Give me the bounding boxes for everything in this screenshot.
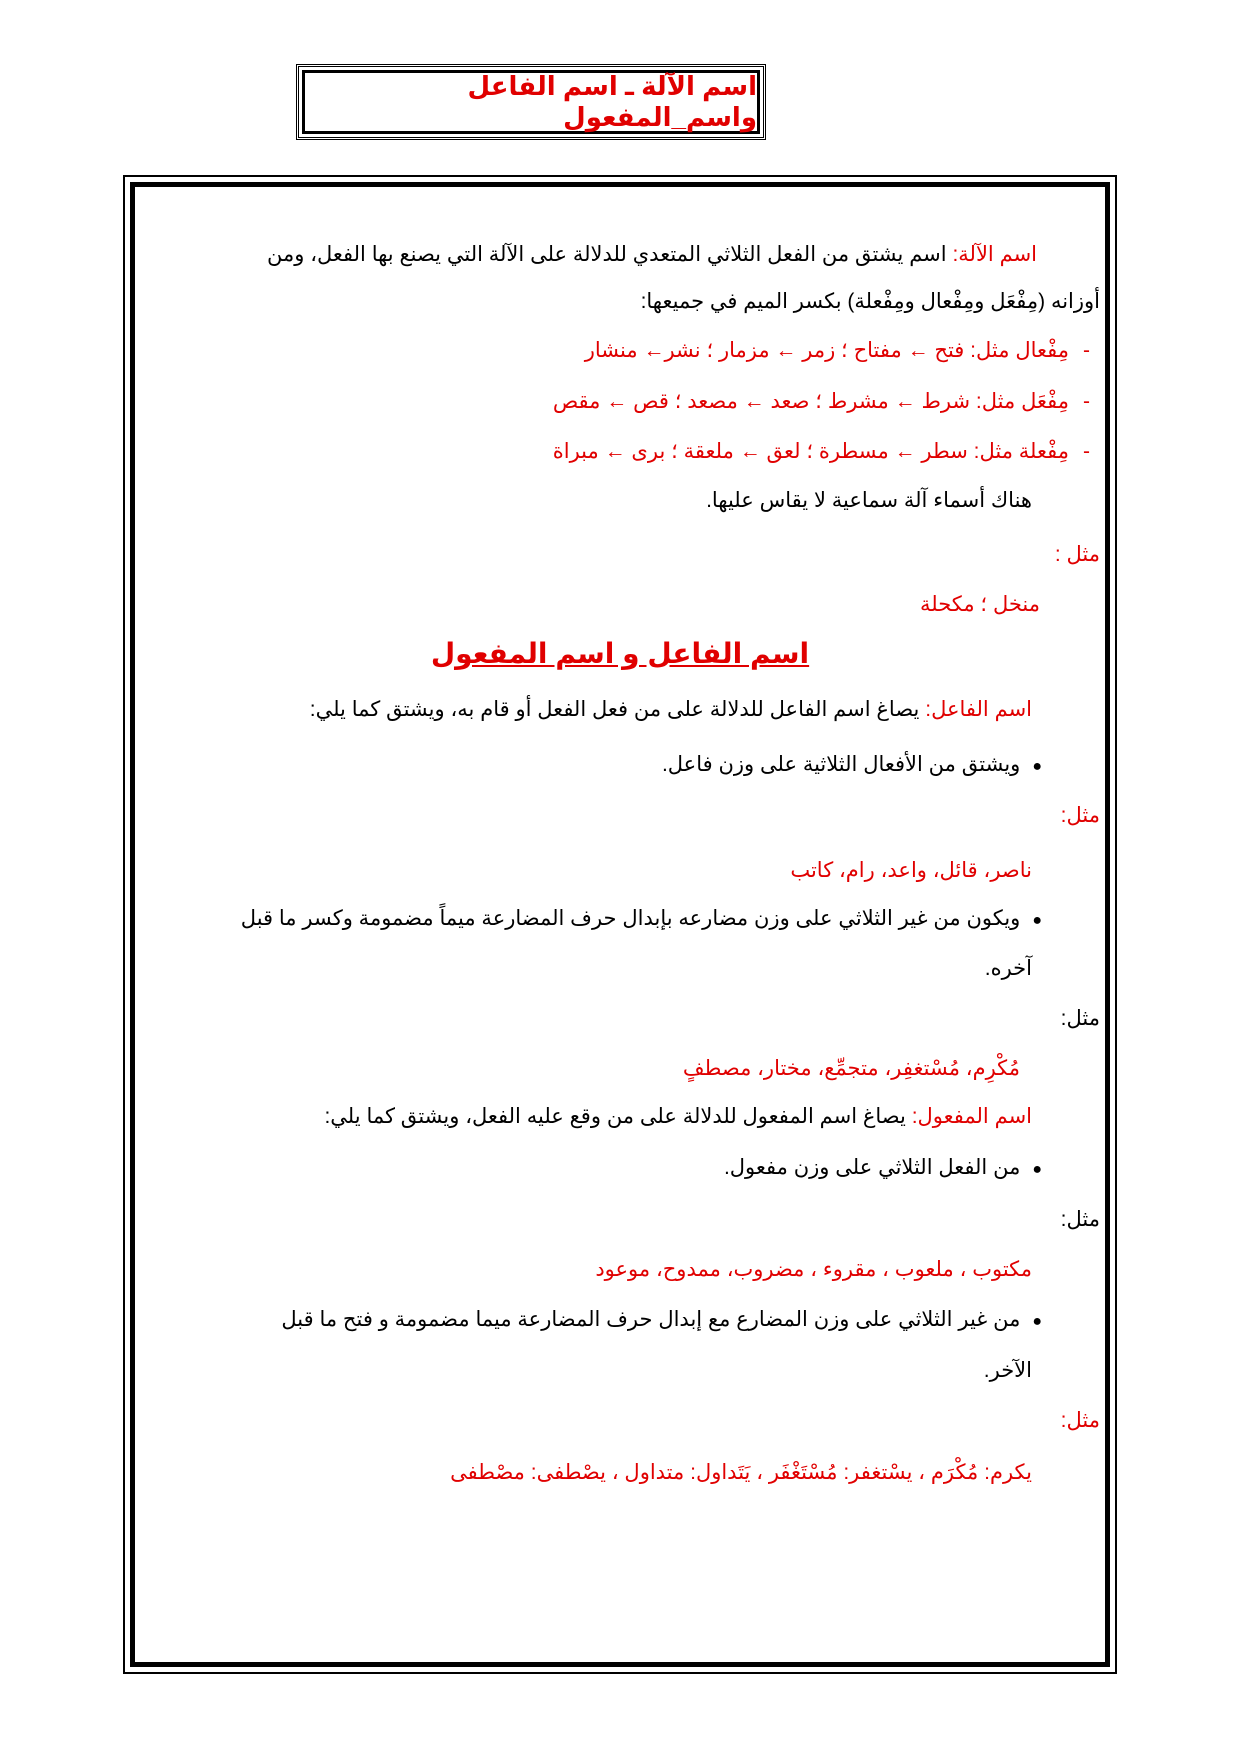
agent-bullet-1 bbox=[662, 750, 1042, 782]
bullet-marker: ● bbox=[1032, 912, 1042, 929]
bullet-text: ويكون من غير الثلاثي على وزن مضارعه بإبدال حرف المضارعة ميماً مضمومة وكسر ما قبل bbox=[240, 907, 1021, 930]
agent-label: اسم الفاعل: bbox=[925, 698, 1032, 721]
dash-marker: - bbox=[1083, 440, 1090, 463]
example-label: مثل : bbox=[1054, 543, 1100, 566]
section-title: اسم الفاعل و اسم المفعول bbox=[430, 638, 810, 669]
pattern-row bbox=[553, 387, 1090, 417]
pattern-row bbox=[553, 437, 1090, 467]
pattern-label: مِفْعلة مثل: bbox=[973, 440, 1069, 463]
patient-def: يصاغ اسم المفعول للدلالة على من وقع عليه الفعل، ويشتق كما يلي: bbox=[324, 1105, 912, 1128]
dash-marker: - bbox=[1083, 339, 1090, 362]
bullet-marker: ● bbox=[1032, 758, 1042, 775]
bullet-marker: ● bbox=[1032, 1161, 1042, 1178]
example-words: مكتوب ، ملعوب ، مقروء ، مضروب، ممدوح، موعود bbox=[595, 1258, 1032, 1281]
example-words: مُكْرِم، مُسْتغفِر، متجمِّع، مختار، مصطفٍ bbox=[682, 1057, 1020, 1080]
example-words: ناصر، قائل، واعد، رام، كاتب bbox=[790, 859, 1032, 882]
example-label: مثل: bbox=[1060, 1208, 1100, 1231]
tool-definition-line-2: أوزانه (مِفْعَل ومِفْعال ومِفْعلة) بكسر الميم في جميعها: bbox=[640, 290, 1100, 313]
agent-bullet-2 bbox=[241, 904, 1042, 936]
tool-label: اسم الآلة: bbox=[952, 243, 1037, 266]
patient-label: اسم المفعول: bbox=[911, 1105, 1032, 1128]
patient-bullet-2 bbox=[281, 1305, 1042, 1337]
bullet-marker: ● bbox=[1032, 1313, 1042, 1330]
tool-definition-line-1 bbox=[267, 240, 1037, 270]
pattern-label: مِفْعال مثل: bbox=[970, 339, 1069, 362]
agent-def: يصاغ اسم الفاعل للدلالة على من فعل الفعل أو قام به، ويشتق كما يلي: bbox=[309, 698, 926, 721]
tool-note: هناك أسماء آلة سماعية لا يقاس عليها. bbox=[706, 489, 1032, 512]
pattern-examples: شرط ← مشرط ؛ صعد ← مصعد ؛ قص ← مقص bbox=[552, 390, 976, 413]
title-box bbox=[296, 64, 766, 140]
example-words: منخل ؛ مكحلة bbox=[919, 593, 1040, 616]
agent-bullet-2-cont: آخره. bbox=[984, 957, 1032, 980]
example-label: مثل: bbox=[1060, 1409, 1100, 1432]
pattern-examples: فتح ← مفتاح ؛ زمر ← مزمار ؛ نشر← منشار bbox=[584, 339, 971, 362]
example-label: مثل: bbox=[1060, 804, 1100, 827]
bullet-text: ويشتق من الأفعال الثلاثية على وزن فاعل. bbox=[661, 753, 1021, 776]
pattern-examples: سطر ← مسطرة ؛ لعق ← ملعقة ؛ برى ← مبراة bbox=[552, 440, 974, 463]
patient-bullet-1 bbox=[724, 1153, 1042, 1185]
pattern-label: مِفْعَل مثل: bbox=[975, 390, 1069, 413]
page-title: اسم الآلة ـ اسم الفاعل واسم_المفعول bbox=[302, 70, 760, 134]
example-label: مثل: bbox=[1060, 1007, 1100, 1030]
pattern-row bbox=[585, 336, 1090, 366]
agent-definition bbox=[310, 695, 1032, 725]
bullet-text: من غير الثلاثي على وزن المضارع مع إبدال حرف المضارعة ميما مضمومة و فتح ما قبل bbox=[281, 1308, 1021, 1331]
dash-marker: - bbox=[1083, 390, 1090, 413]
tool-def-1: اسم يشتق من الفعل الثلاثي المتعدي للدلالة على الآلة التي يصنع بها الفعل، ومن bbox=[266, 243, 953, 266]
patient-definition bbox=[324, 1102, 1032, 1132]
example-words: يكرم: مُكْرَم ، يسْتغفر: مُسْتَغْفَر ، يَتَداول: متداول ، يصْطفى: مصْطفى bbox=[450, 1461, 1032, 1484]
bullet-text: من الفعل الثلاثي على وزن مفعول. bbox=[723, 1156, 1021, 1179]
patient-bullet-2-cont: الآخر. bbox=[983, 1359, 1032, 1382]
